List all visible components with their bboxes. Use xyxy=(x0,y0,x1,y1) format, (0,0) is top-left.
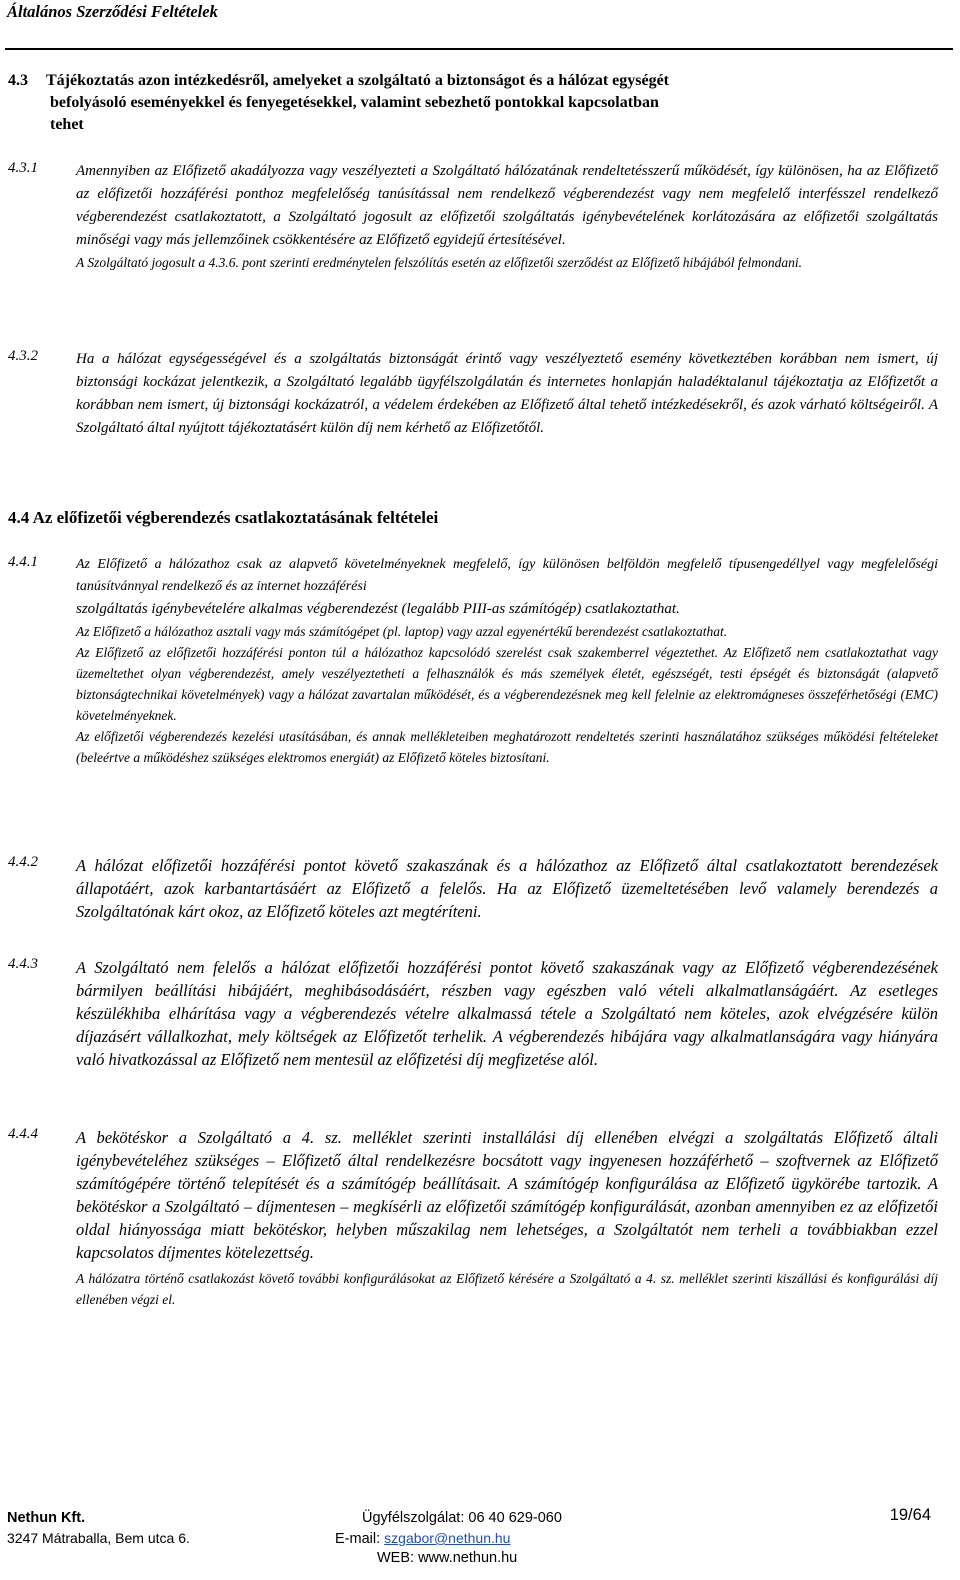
section-number: 4.3 xyxy=(8,72,28,89)
footer-email-label: E-mail: xyxy=(335,1531,381,1547)
item-4-4-2 xyxy=(8,854,938,923)
paragraph: A Szolgáltató nem felelős a hálózat előfizetői hozzáférési pontot követő szakaszának vagy az Előfizető végberendezésének bármilyen beállítási hibájáért, meghibásodásáért, részben vagy egészben való vételi alkalmatlanságáért. Az esetleges készülékhiba elhárítása vagy a végberendezés vételre alkalmassá tétele a Szolgáltató nem köteles, azok elvégzésére külön díjazásért vállalkozhat, mely költségek az Előfizetőt terhelik. A végberendezés hibájára vagy alkalmatlanságára vagy hiányára való hivatkozással az Előfizető nem mentesül az előfizetési díj megfizetése alól. xyxy=(76,958,938,1069)
item-number: 4.4.2 xyxy=(8,854,38,870)
item-number: 4.3.2 xyxy=(8,348,38,364)
header-title: Általános Szerződési Feltételek xyxy=(7,2,218,21)
section-4-4-title xyxy=(8,508,938,528)
paragraph: A bekötéskor a Szolgáltató a 4. sz. melléklet szerinti installálási díj ellenében elvégzi a szolgáltatás Előfizető általi igénybevételéhez szükséges – Előfizető által rendelkezésre bocsátott vagy ingyenesen hozzáférhető – szoftvernek az Előfizető számítógépére történő telepítését és a számítógép beállításait. A számítógép konfigurálása az Előfizető ügykörébe tartozik. A bekötéskor a Szolgáltató – díjmentesen – megkísérli az előfizetői számítógép konfigurálását, azonban amennyiben ez az előfizetői oldal hiányossága miatt bekötéskor, helyben műszakilag nem lehetséges, a Szolgáltatót nem terheli a továbbiakban ezzel kapcsolatos díjmentes kötelezettség. xyxy=(76,1128,938,1262)
paragraph: szolgáltatás igénybevételére alkalmas végberendezést (legalább PIII-as számítógép) csatlakoztathat. xyxy=(76,601,680,617)
item-4-3-2 xyxy=(8,348,938,440)
item-4-4-1 xyxy=(8,554,938,768)
item-number: 4.4.4 xyxy=(8,1126,38,1142)
paragraph: A hálózat előfizetői hozzáférési pontot követő szakaszának és a hálózathoz az Előfizető által csatlakoztatott berendezések állapotáért, azok karbantartásáért az Előfizető a felelős. Ha az Előfizető üzemeltetésében levő valamely berendezés a Szolgáltatónak kárt okoz, az Előfizető köteles azt megtéríteni. xyxy=(76,856,938,921)
header-rule xyxy=(5,48,953,50)
section-number: 4.4 xyxy=(8,508,30,527)
paragraph: Az Előfizető a hálózathoz csak az alapvető követelményeknek megfelelő, így különösen belföldön megfelelő típusengedéllyel vagy megfelelőségi tanúsítvánnyal rendelkező és az internet hozzáférési xyxy=(76,557,938,594)
paragraph: Az Előfizető az előfizetői hozzáférési ponton túl a hálózathoz kapcsolódó szerelést csak szakemberrel végeztethet. Az Előfizető nem csatlakoztathat vagy üzemeltethet olyan végberendezést, amely veszélyeztetheti a felhasználók és más személyek életét, egészségét, testi épségét és biztonságát (alapvető biztonságtechnikai követelmények) vagy a hálózat zavartalan működését, és a végberendezésnek meg kell felelnie az elektromágneses összeférhetőségi (EMC) követelményeknek. xyxy=(76,645,938,723)
page-number: 19/64 xyxy=(889,1506,931,1524)
section-title-line-3: tehet xyxy=(50,116,84,133)
section-title: Az előfizetői végberendezés csatlakoztatásának feltételei xyxy=(32,508,439,527)
item-number: 4.3.1 xyxy=(8,160,38,176)
section-4-3-title xyxy=(8,70,938,136)
page-footer xyxy=(7,1506,953,1576)
item-4-3-1 xyxy=(8,160,938,273)
paragraph: Amennyiben az Előfizető akadályozza vagy veszélyezteti a Szolgáltató hálózatának rendeltetésszerű működését, így különösen, ha az Előfizető az előfizetői hozzáférési ponthoz megfelelőség tanúsítással nem rendelkező végberendezést vagy nem megfelelő interfésszel rendelkező végberendezést csatlakoztatott, a Szolgáltató jogosult az előfizetői szolgáltatás igénybevételének korlátozására az előfizetői szolgáltatás minőségi vagy más jellemzőinek csökkentésére az Előfizető egyidejű értesítésével. xyxy=(76,163,938,248)
footer-email xyxy=(335,1530,510,1547)
paragraph: A Szolgáltató jogosult a 4.3.6. pont szerinti eredménytelen felszólítás esetén az előfizetői szerződést az Előfizető hibájából felmondani. xyxy=(76,255,802,270)
section-title-line-1: Tájékoztatás azon intézkedésről, amelyeket a szolgáltató a biztonságot és a hálózat egységét xyxy=(46,72,669,89)
footer-address: 3247 Mátraballa, Bem utca 6. xyxy=(7,1530,190,1546)
footer-company: Nethun Kft. xyxy=(7,1510,86,1526)
item-4-4-3 xyxy=(8,956,938,1071)
item-4-4-4 xyxy=(8,1126,938,1310)
paragraph: Ha a hálózat egységességével és a szolgáltatás biztonságát érintő vagy veszélyeztető esemény következtében korábban nem ismert, új biztonsági kockázat jelentkezik, a Szolgáltató legalább ügyfélszolgálatán és internetes honlapján haladéktalanul tájékoztatja az Előfizetőt a korábban nem ismert, új biztonsági kockázatról, a védelem érdekében az Előfizető által tehető intézkedésekről, és azok várható költségeiről. A Szolgáltató által nyújtott tájékoztatásért külön díj nem kérhető az Előfizetőtől. xyxy=(76,351,938,436)
paragraph: Az Előfizető a hálózathoz asztali vagy más számítógépet (pl. laptop) vagy azzal egyenértékű berendezést csatlakoztathat. xyxy=(76,624,728,639)
item-number: 4.4.1 xyxy=(8,554,38,570)
footer-phone: Ügyfélszolgálat: 06 40 629-060 xyxy=(362,1510,562,1526)
footer-email-link[interactable]: szgabor@nethun.hu xyxy=(384,1530,511,1546)
paragraph: A hálózatra történő csatlakozást követő további konfigurálásokat az Előfizető kérésére a Szolgáltató a 4. sz. melléklet szerinti kiszállási és konfigurálási díj ellenében végzi el. xyxy=(76,1271,938,1307)
paragraph: Az előfizetői végberendezés kezelési utasításában, és annak mellékleteiben meghatározott rendeltetés szerinti használatához szükséges működési feltételeket (beleértve a működéshez szükséges elektromos energiát) az Előfizető köteles biztosítani. xyxy=(76,729,938,765)
item-number: 4.4.3 xyxy=(8,956,38,972)
section-title-line-2: befolyásoló eseményekkel és fenyegetésekkel, valamint sebezhető pontokkal kapcsolatban xyxy=(50,94,659,111)
footer-web[interactable]: WEB: www.nethun.hu xyxy=(377,1550,518,1566)
